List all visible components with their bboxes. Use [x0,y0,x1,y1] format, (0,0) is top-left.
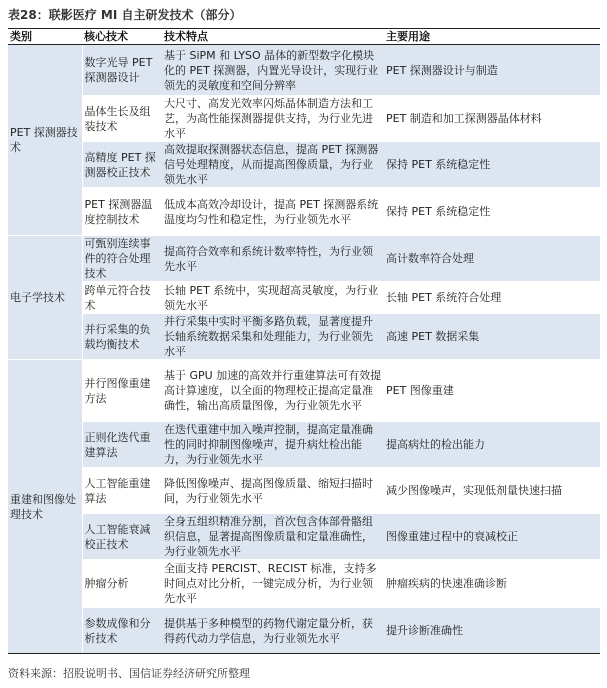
use-cell: 长轴 PET 系统符合处理 [384,282,600,314]
feature-cell: 降低图像噪声、提高图像质量、缩短扫描时间，为行业领先水平 [162,468,384,514]
feature-cell: 全身五组织精准分割，首次包含体部骨骼组织信息，显著提高图像质量和定量准确性，为行业领先水平 [162,514,384,560]
table-row [8,188,600,236]
feature-cell: 大尺寸、高发光效率闪烁晶体制造方法和工艺，为高性能探测器提供支持，为行业先进水平 [162,96,384,142]
table-row [8,314,600,360]
core-tech-cell: 高精度 PET 探测器校正技术 [82,142,162,188]
header-main-use: 主要用途 [384,29,600,45]
feature-cell: 提高符合效率和系统计数率特性，为行业领先水平 [162,236,384,282]
core-tech-cell: 可甄别连续事件的符合处理技术 [82,236,162,282]
use-cell: PET 图像重建 [384,360,600,422]
core-tech-cell: PET 探测器温度控制技术 [82,188,162,236]
table-row [8,282,600,314]
table-row [8,360,600,422]
core-tech-cell: 人工智能衰减校正技术 [82,514,162,560]
feature-cell: 全面支持 PERCIST、RECIST 标准，支持多时间点对比分析，一键完成分析，为行业领先水平 [162,560,384,608]
use-cell: 肿瘤疾病的快速准确诊断 [384,560,600,608]
header-feature: 技术特点 [162,29,384,45]
use-cell: 图像重建过程中的衰减校正 [384,514,600,560]
category-cell: PET 探测器技术 [8,45,82,236]
core-tech-cell: 人工智能重建算法 [82,468,162,514]
core-tech-cell: 并行采集的负载均衡技术 [82,314,162,360]
feature-cell: 提供基于多种模型的药物代谢定量分析，获得药代动力学信息，为行业领先水平 [162,608,384,654]
table-row [8,96,600,142]
category-cell: 电子学技术 [8,236,82,360]
use-cell: PET 制造和加工探测器晶体材料 [384,96,600,142]
feature-cell: 在迭代重建中加入噪声控制，提高定量准确性的同时抑制图像噪声，提升病灶检出能力，为行业领先水平 [162,422,384,468]
feature-cell: 基于 GPU 加速的高效并行重建算法可有效提高计算速度，以全面的物理校正提高定量准确性，输出高质量图像，为行业领先水平 [162,360,384,422]
feature-cell: 高效提取探测器状态信息，提高 PET 探测器信号处理精度，从而提高图像质量，为行业领先水平 [162,142,384,188]
table-row [8,142,600,188]
use-cell: 高计数率符合处理 [384,236,600,282]
source-note: 资料来源：招股说明书、国信证券经济研究所整理 [8,667,250,680]
tech-table [8,28,600,654]
core-tech-cell: 正则化迭代重建算法 [82,422,162,468]
use-cell: 保持 PET 系统稳定性 [384,188,600,236]
core-tech-cell: 肿瘤分析 [82,560,162,608]
use-cell: PET 探测器设计与制造 [384,45,600,96]
category-cell: 重建和图像处理技术 [8,360,82,654]
table-row [8,560,600,608]
table-title: 表28：联影医疗 MI 自主研发技术（部分） [8,8,242,22]
header-core-tech: 核心技术 [82,29,162,45]
core-tech-cell: 晶体生长及组装技术 [82,96,162,142]
core-tech-cell: 数字光导 PET 探测器设计 [82,45,162,96]
table-body [8,45,600,654]
header-category: 类别 [8,29,82,45]
feature-cell: 长轴 PET 系统中，实现超高灵敏度，为行业领先水平 [162,282,384,314]
use-cell: 高速 PET 数据采集 [384,314,600,360]
table-row [8,468,600,514]
use-cell: 减少图像噪声，实现低剂量快速扫描 [384,468,600,514]
table-row [8,514,600,560]
core-tech-cell: 参数成像和分析技术 [82,608,162,654]
core-tech-cell: 并行图像重建方法 [82,360,162,422]
table-row [8,45,600,96]
table-row [8,422,600,468]
core-tech-cell: 跨单元符合技术 [82,282,162,314]
table-row [8,608,600,654]
feature-cell: 基于 SiPM 和 LYSO 晶体的新型数字化模块化的 PET 探测器，内置光导设计，实现行业领先的灵敏度和空间分辨率 [162,45,384,96]
use-cell: 提升诊断准确性 [384,608,600,654]
use-cell: 保持 PET 系统稳定性 [384,142,600,188]
feature-cell: 低成本高效冷却设计，提高 PET 探测器系统温度均匀性和稳定性，为行业领先水平 [162,188,384,236]
table-row [8,236,600,282]
table-header [8,29,600,45]
feature-cell: 并行采集中实时平衡多路负载，显著度提升长轴系统数据采集和处理能力，为行业领先水平 [162,314,384,360]
use-cell: 提高病灶的检出能力 [384,422,600,468]
